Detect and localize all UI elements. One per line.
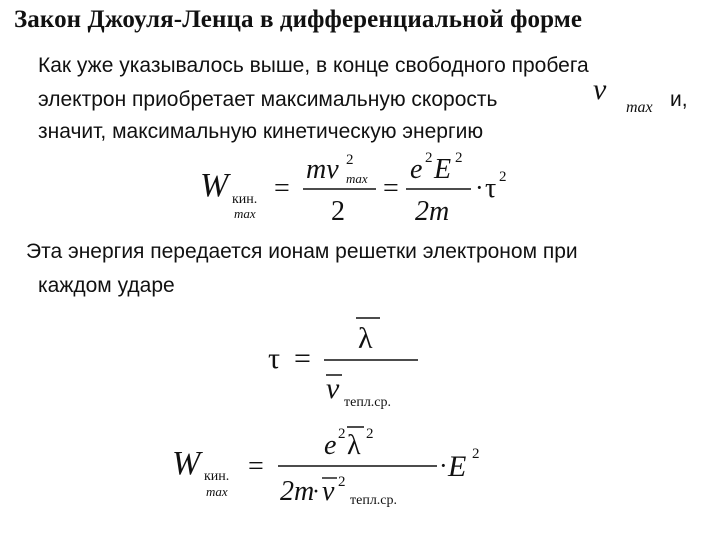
velocity-v: v	[593, 73, 607, 106]
f3-num-e: e	[324, 430, 337, 461]
formula-kinetic-energy-final	[172, 420, 502, 510]
f1-tau: τ	[485, 173, 497, 204]
f3-den-v: v	[322, 476, 335, 507]
f1-W-sub-bottom: max	[234, 206, 256, 221]
velocity-sub-max: max	[626, 99, 653, 116]
f1-num2-E: E	[434, 154, 452, 185]
f3-equals: =	[248, 451, 264, 482]
f3-num-lambda: λ	[347, 430, 361, 461]
f3-num-e-sup: 2	[338, 426, 346, 442]
f3-W: W	[172, 445, 201, 482]
f2-num-lambda: λ	[358, 322, 373, 355]
paragraph-1-line-2-text: электрон приобретает максимальную скорость	[38, 88, 498, 111]
paragraph-1-line-1: Как уже указывалось выше, в конце свободного пробега	[38, 54, 589, 77]
f2-den-sub: тепл.ср.	[344, 395, 392, 410]
f1-dot: ·	[475, 173, 484, 202]
f1-num2-E-sup: 2	[455, 150, 463, 166]
f1-W: W	[200, 167, 229, 204]
paragraph-1-line-3: значит, максимальную кинетическую энергию	[38, 120, 484, 143]
f1-den2: 2m	[415, 196, 450, 227]
f1-tau-sup: 2	[499, 169, 507, 185]
f1-equals-2: =	[383, 173, 399, 204]
f3-den-v-sup: 2	[338, 474, 346, 490]
f1-num1-sub: max	[346, 171, 368, 186]
f1-num2-e-sup: 2	[425, 150, 433, 166]
paragraph-2-line-1: Эта энергия передается ионам решетки электроном при	[26, 240, 578, 263]
f3-E-sup: 2	[472, 446, 480, 462]
f3-den-dot: ·	[312, 479, 320, 505]
f3-den-2m: 2m	[280, 476, 315, 507]
f1-num1-sup: 2	[346, 152, 354, 168]
f1-den1: 2	[331, 196, 345, 227]
f3-W-sub-top: кин.	[204, 469, 230, 484]
f3-E: E	[448, 450, 467, 483]
f1-equals-1: =	[274, 173, 290, 204]
f1-W-sub-top: кин.	[232, 192, 258, 207]
f1-num2-e: e	[410, 154, 423, 185]
paragraph-2-line-2: каждом ударе	[38, 274, 175, 297]
f3-dot: ·	[439, 451, 448, 480]
f3-W-sub-bottom: max	[206, 484, 228, 499]
formula-free-path-time	[262, 312, 422, 412]
f2-equals: =	[294, 342, 311, 375]
f2-den-v: v	[326, 372, 340, 405]
f3-num-lambda-sup: 2	[366, 426, 374, 442]
slide-title: Закон Джоуля-Ленца в дифференциальной форме	[14, 6, 583, 33]
paragraph-1-line-2-tail: и,	[670, 88, 688, 111]
velocity-symbol	[593, 73, 606, 107]
f1-num1: mv	[306, 154, 339, 185]
f2-tau: τ	[268, 342, 281, 375]
formula-kinetic-energy	[196, 150, 526, 228]
f3-den-sub: тепл.ср.	[350, 493, 398, 508]
paragraph-1-line-2	[38, 86, 497, 114]
